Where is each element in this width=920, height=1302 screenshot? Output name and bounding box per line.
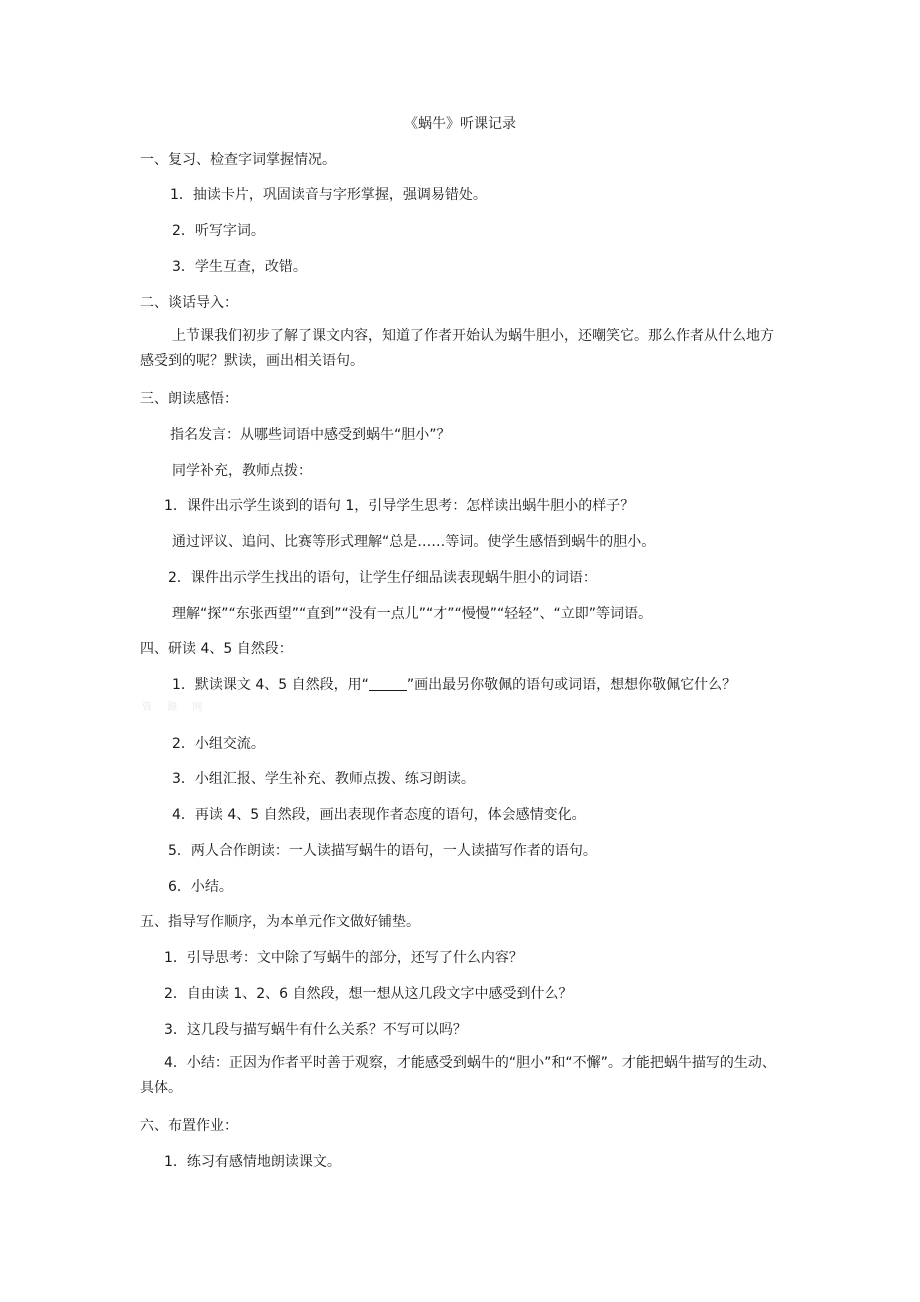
section-5-item-3: 3．这几段与描写蜗牛有什么关系？不写可以吗？ — [164, 1022, 467, 1038]
section-3-item-2: 2．课件出示学生找出的语句，让学生仔细品读表现蜗牛胆小的词语： — [168, 570, 597, 586]
section-4-item-6: 6．小结。 — [168, 879, 233, 895]
section-3-line-2: 同学补充，教师点拨： — [172, 463, 312, 479]
document-title: 《蜗牛》听课记录 — [404, 116, 516, 132]
section-3-item-1-detail: 通过评议、追问、比赛等形式理解“总是……等词。使学生感悟到蜗牛的胆小。 — [172, 534, 656, 550]
section-4-item-4: 4．再读 4、5 自然段，画出表现作者态度的语句，体会感情变化。 — [172, 807, 586, 823]
section-1-item-1: 1．抽读卡片，巩固读音与字形掌握，强调易错处。 — [170, 187, 487, 203]
section-1-heading: 一、复习、检查字词掌握情况。 — [140, 152, 336, 168]
section-2-heading: 二、谈话导入： — [140, 295, 238, 311]
section-5-item-1: 1．引导思考：文中除了写蜗牛的部分，还写了什么内容？ — [164, 950, 523, 966]
section-3-item-2-detail: 理解“探”“东张西望”“直到”“没有一点儿”“才”“慢慢”“轻轻”、“立即”等词语。 — [172, 606, 653, 622]
section-4-item-1-part-a: 1．默读课文 4、5 自然段，用“ — [172, 677, 369, 693]
section-1-item-3: 3．学生互查，改错。 — [172, 259, 307, 275]
section-3-heading: 三、朗读感悟： — [140, 391, 238, 407]
section-4-item-1 — [172, 674, 736, 696]
section-6-item-1: 1．练习有感情地朗读课文。 — [164, 1154, 341, 1170]
section-4-item-3: 3．小组汇报、学生补充、教师点拨、练习朗读。 — [172, 771, 475, 787]
section-3-item-1: 1．课件出示学生谈到的语句 1，引导学生思考：怎样读出蜗牛胆小的样子？ — [164, 498, 635, 514]
section-4-heading: 四、研读 4、5 自然段： — [140, 641, 293, 657]
section-5-item-4: 4．小结：正因为作者平时善于观察，才能感受到蜗牛的“胆小”和“不懈”。才能把蜗牛描写的生动、具体。 — [140, 1055, 776, 1096]
section-1-item-2: 2．听写字词。 — [172, 223, 265, 239]
section-4-item-2: 2．小组交流。 — [172, 736, 265, 752]
section-2-paragraph: 上节课我们初步了解了课文内容，知道了作者开始认为蜗牛胆小，还嘲笑它。那么作者从什么地方感受到的呢？默读，画出相关语句。 — [140, 328, 774, 369]
section-6-heading: 六、布置作业： — [140, 1118, 238, 1134]
faint-watermark: 资 源 网 — [142, 702, 209, 713]
section-4-item-5: 5．两人合作朗读：一人读描写蜗牛的语句，一人读描写作者的语句。 — [168, 843, 597, 859]
section-4-item-1-part-b: ”画出最另你敬佩的语句或词语，想想你敬佩它什么？ — [406, 677, 737, 693]
underline-blank — [369, 676, 407, 691]
section-5-item-2: 2．自由读 1、2、6 自然段，想一想从这几段文字中感受到什么？ — [164, 986, 573, 1002]
section-3-line-1: 指名发言：从哪些词语中感受到蜗牛“胆小”？ — [170, 427, 451, 443]
section-5-heading: 五、指导写作顺序，为本单元作文做好铺垫。 — [140, 914, 420, 930]
